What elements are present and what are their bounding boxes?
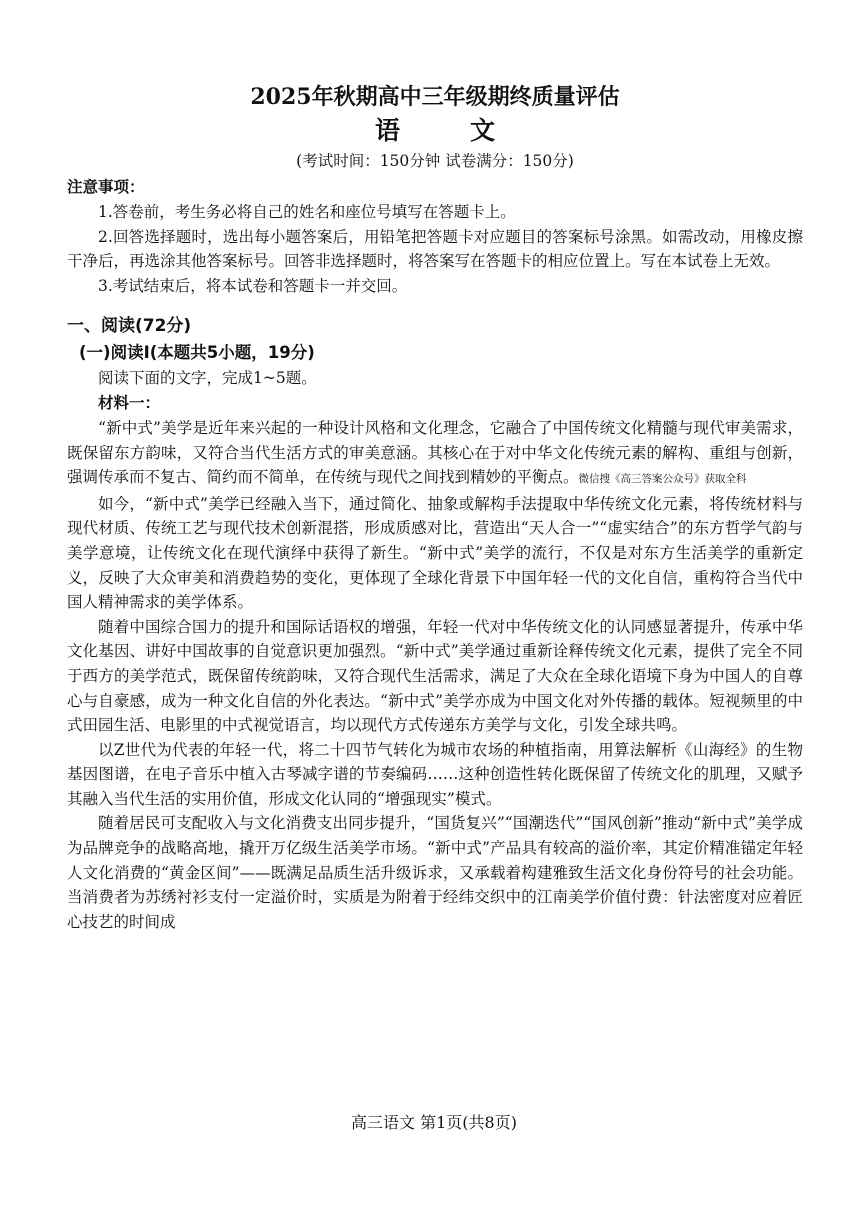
paragraph-4: 以Z世代为代表的年轻一代，将二十四节气转化为城市农场的种植指南，用算法解析《山海经》的生物基因图谱，在电子音乐中植入古琴减字谱的节奏编码……这种创造性转化既保留了传统文化的肌理，又赋予其融入当代生活的实用价值，形成文化认同的“增强现实”模式。	[67, 740, 803, 808]
subject-title: 语文	[374, 116, 565, 145]
section-heading: 一、阅读(72分)	[67, 316, 192, 337]
notice-item-1: 1.答卷前，考生务必将自己的姓名和座位号填写在答题卡上。	[98, 203, 516, 221]
notice-item-2: 2.回答选择题时，选出每小题答案后，用铅笔把答题卡对应题目的答案标号涂黑。如需改动，用橡皮擦干净后，再选涂其他答案标号。回答非选择题时，将答案写在答题卡的相应位置上。写在本试卷上无效。	[67, 227, 803, 271]
notice-heading: 注意事项：	[67, 178, 145, 196]
paragraph-3: 随着中国综合国力的提升和国际话语权的增强，年轻一代对中华传统文化的认同感显著提升，传承中华文化基因、讲好中国故事的自觉意识更加强烈。“新中式”美学通过重新诠释传统文化元素，提供了完全不同于西方的美学范式，既保留传统韵味，又符合现代生活需求，满足了大众在全球化语境下身为中国人的自尊心与自豪感，成为一种文化自信的外化表达。“新中式”美学亦成为中国文化对外传播的载体。短视频里的中式田园生活、电影里的中式视觉语言，均以现代方式传递东方美学与文化，引发全球共鸣。	[67, 617, 803, 735]
watermark-text: 微信搜《高三答案公众号》获取全科	[578, 473, 747, 486]
paragraph-1-text: “新中式”美学是近年来兴起的一种设计风格和文化理念，它融合了中国传统文化精髓与现代审美需求，既保留东方韵味，又符合当代生活方式的审美意涵。其核心在于对中华文化传统元素的解构、重组与创新，强调传承而不复古、简约而不简单，在传统与现代之间找到精妙的平衡点。	[67, 418, 803, 487]
page-footer: 高三语文 第1页(共8页)	[351, 1113, 517, 1132]
subsection-heading: (一)阅读Ⅰ(本题共5小题，19分)	[79, 343, 315, 363]
material-label: 材料一：	[98, 393, 161, 412]
exam-title: 2025年秋期高中三年级期终质量评估	[250, 84, 620, 110]
exam-page	[67, 80, 803, 934]
exam-info: (考试时间：150分钟 试卷满分：150分)	[296, 152, 574, 170]
paragraph-5: 随着居民可支配收入与文化消费支出同步提升，“国货复兴”“国潮迭代”“国风创新”推动“新中式”美学成为品牌竞争的战略高地，撬开万亿级生活美学市场。“新中式”产品具有较高的溢价率，其定价精准锚定年轻人文化消费的“黄金区间”——既满足品质生活升级诉求，又承载着构建雅致生活文化身份符号的社会功能。当消费者为苏绣衬衫支付一定溢价时，实质是为附着于经纬交织中的江南美学价值付费：针法密度对应着匠心技艺的时间成	[67, 814, 803, 931]
paragraph-1	[67, 416, 803, 492]
notice-item-3: 3.考试结束后，将本试卷和答题卡一并交回。	[98, 276, 408, 295]
reading-instruction: 阅读下面的文字，完成1~5题。	[98, 369, 317, 388]
paragraph-2: 如今，“新中式”美学已经融入当下，通过简化、抽象或解构手法提取中华传统文化元素，将传统材料与现代材质、传统工艺与现代技术创新混搭，形成质感对比，营造出“天人合一”“虚实结合”的东方哲学气韵与美学意境，让传统文化在现代演绎中获得了新生。“新中式”美学的流行，不仅是对东方生活美学的重新定义，反映了大众审美和消费趋势的变化，更体现了全球化背景下中国年轻一代的文化自信，重构符合当代中国人精神需求的美学体系。	[67, 494, 803, 612]
